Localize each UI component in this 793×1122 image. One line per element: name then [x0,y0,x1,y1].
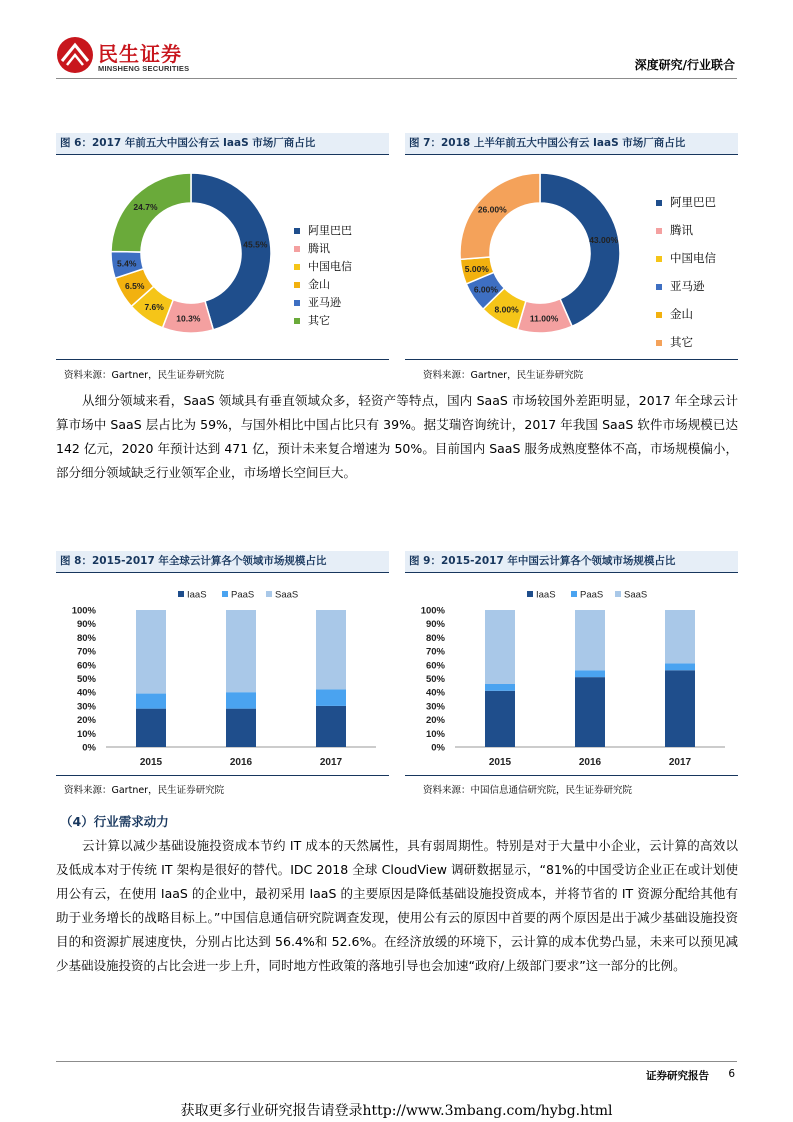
bar-segment [575,677,605,747]
header-divider [56,78,737,79]
y-tick-label: 30% [425,701,445,713]
legend-label: PaaS [231,589,255,601]
legend-item: 亚马逊 [294,294,352,312]
fig6-title: 图 6：2017 年前五大中国公有云 IaaS 市场厂商占比 [56,133,389,155]
slice-data-label: 26.00% [477,204,507,215]
y-tick-label: 70% [76,646,96,658]
bar-segment [485,691,515,747]
fig8-bottom-rule [56,775,389,776]
slice-data-label: 5.4% [117,258,137,269]
y-tick-label: 0% [82,742,96,754]
legend-swatch [615,591,621,597]
fig6-bottom-rule [56,359,389,360]
fig7-title: 图 7：2018 上半年前五大中国公有云 IaaS 市场厂商占比 [405,133,738,155]
legend-item: 腾讯 [656,216,716,244]
legend-swatch [222,591,228,597]
legend-swatch [266,591,272,597]
legend-item: 金山 [656,300,716,328]
legend-swatch [527,591,533,597]
legend-swatch [571,591,577,597]
legend-item: 亚马逊 [656,272,716,300]
donut-slice [460,173,540,259]
paragraph-saas: 从细分领域来看，SaaS 领域具有垂直领域众多，轻资产等特点，国内 SaaS 市场较国外差距明显，2017 年全球云计算市场中 SaaS 层占比为 59%，与国外相比中国占比只有 39%。据艾瑞咨询统计，2017 年我国 SaaS 软件市场规模已达 142 亿元，2020 年预计达到 471 亿，预计未来复合增速为 50%。目前国内 SaaS 服务成熟度整体不高，市场规模偏小，部分细分领域缺乏行业领军企业，市场增长空间巨大。 [56,393,738,480]
legend-item: 其它 [294,312,352,330]
legend-swatch [178,591,184,597]
y-tick-label: 60% [425,660,445,672]
slice-data-label: 6.5% [125,281,145,292]
slice-data-label: 8.00% [494,304,519,315]
y-tick-label: 0% [431,742,445,754]
legend-item: 金山 [294,276,352,294]
bar-segment [226,692,256,708]
legend-label: PaaS [580,589,604,601]
slice-data-label: 45.5% [243,239,268,250]
bar-segment [665,663,695,670]
report-type: 深度研究/行业联合 [634,58,735,72]
y-tick-label: 90% [425,619,445,631]
fig9-title: 图 9：2015-2017 年中国云计算各个领域市场规模占比 [405,551,738,573]
bar-segment [136,694,166,709]
bar-segment [226,610,256,692]
y-tick-label: 100% [420,605,445,617]
bar-segment [575,610,605,670]
fig9-source: 资料来源：中国信息通信研究院，民生证券研究院 [423,785,633,796]
bar-segment [316,706,346,747]
legend-label: SaaS [624,589,648,601]
y-tick-label: 20% [76,715,96,727]
y-tick-label: 40% [76,687,96,699]
y-tick-label: 80% [425,632,445,644]
x-tick-label: 2015 [488,757,512,768]
y-tick-label: 30% [76,701,96,713]
fig7-legend [656,188,716,356]
fig8-source: 资料来源：Gartner，民生证券研究院 [64,785,225,796]
bar-segment [136,709,166,747]
page-number: 6 [728,1068,735,1080]
footer-divider [56,1061,737,1062]
slice-data-label: 5.00% [464,263,489,274]
legend-item: 腾讯 [294,240,352,258]
y-tick-label: 10% [425,728,445,740]
x-tick-label: 2017 [668,757,692,768]
slice-data-label: 7.6% [144,302,164,313]
slice-data-label: 24.7% [133,202,158,213]
bar-segment [226,709,256,747]
legend-item: 中国电信 [656,244,716,272]
bar-segment [575,670,605,677]
slice-data-label: 6.00% [473,284,498,295]
x-tick-label: 2017 [319,757,343,768]
section-heading: （4）行业需求动力 [60,814,169,829]
y-tick-label: 40% [425,687,445,699]
bar-segment [665,670,695,747]
legend-item: 其它 [656,328,716,356]
y-tick-label: 100% [71,605,96,617]
y-tick-label: 20% [425,715,445,727]
slice-data-label: 11.00% [529,313,559,324]
bar-segment [665,610,695,663]
fig6-source: 资料来源：Gartner，民生证券研究院 [64,370,225,381]
legend-item: 阿里巴巴 [656,188,716,216]
slice-data-label: 10.3% [176,313,201,324]
legend-item: 阿里巴巴 [294,222,352,240]
bar-segment [316,689,346,705]
brand-logo [56,36,206,78]
footer-label: 证券研究报告 [646,1070,709,1082]
brand-name-en: MINSHENG SECURITIES [98,64,190,73]
x-tick-label: 2016 [578,757,602,768]
brand-name-cn: 民生证券 [98,42,182,66]
fig8-stacked-bar-chart [56,578,389,773]
bar-segment [485,610,515,684]
y-tick-label: 50% [76,674,96,685]
logo-icon [56,36,94,74]
y-tick-label: 80% [76,632,96,644]
legend-label: SaaS [275,589,299,601]
y-tick-label: 90% [76,619,96,631]
y-tick-label: 60% [76,660,96,672]
legend-label: IaaS [536,589,556,601]
legend-item: 中国电信 [294,258,352,276]
bar-segment [316,610,346,689]
fig7-source: 资料来源：Gartner，民生证券研究院 [423,370,584,381]
fig9-stacked-bar-chart [405,578,738,773]
fig9-bottom-rule [405,775,738,776]
legend-label: IaaS [187,589,207,601]
donut-slice [111,173,191,252]
download-banner: 获取更多行业研究报告请登录http://www.3mbang.com/hybg.html [180,1103,613,1119]
x-tick-label: 2015 [139,757,163,768]
fig7-bottom-rule [405,359,738,360]
y-tick-label: 70% [425,646,445,658]
y-tick-label: 50% [425,674,445,685]
y-tick-label: 10% [76,728,96,740]
fig8-title: 图 8：2015-2017 年全球云计算各个领域市场规模占比 [56,551,389,573]
paragraph-demand: 云计算以减少基础设施投资成本节约 IT 成本的天然属性，具有弱周期性。特别是对于大量中小企业，云计算的高效以及低成本对于传统 IT 架构是很好的替代。IDC 2018 全球 CloudView 调研数据显示，“81%的中国受访企业正在或计划使用公有云，在使用 IaaS 的企业中，最初采用 IaaS 的主要原因是降低基础设施投资成本，并将节省的 IT 资源分配给其他有助于业务增长的战略目标上。”中国信息通信研究院调查发现，使用公有云的原因中首要的两个原因是出于减少基础设施投资目的和资源扩展速度快，分别占比达到 56.4%和 52.6%。在经济放缓的环境下，云计算的成本优势凸显，未来可以预见减少基础设施投资的占比会进一步上升，同时地方性政策的落地引导也会加速“政府/上级部门要求”这一部分的比例。 [56,838,738,973]
slice-data-label: 43.00% [589,235,619,246]
x-tick-label: 2016 [229,757,253,768]
bar-segment [136,610,166,694]
fig6-legend [294,222,352,330]
bar-segment [485,684,515,691]
